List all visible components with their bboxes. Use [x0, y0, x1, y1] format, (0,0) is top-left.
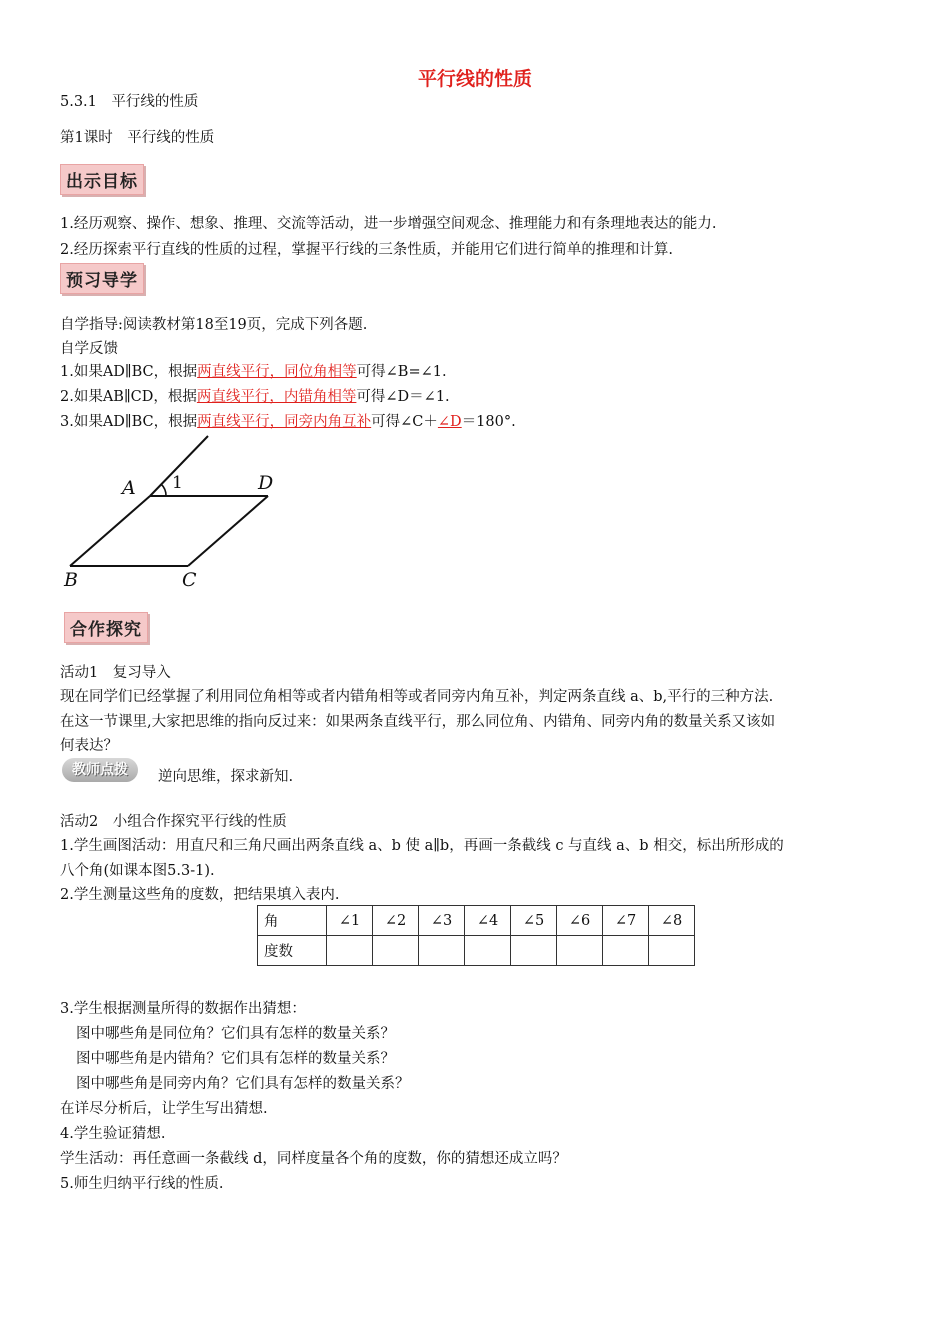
table-input-cell[interactable]: [603, 936, 649, 966]
table-header-cell: ∠5: [511, 906, 557, 936]
feedback-title: 自学反馈: [60, 341, 118, 357]
section-heading: 5.3.1 平行线的性质: [60, 94, 199, 110]
activity-2-step-2: 2.学生测量这些角的度数，把结果填入表内.: [60, 887, 340, 903]
preview-guide: 自学指导:阅读教材第18至19页，完成下列各题.: [60, 317, 368, 333]
label-D: D: [258, 472, 274, 494]
table-row: [258, 906, 695, 936]
table-input-cell[interactable]: [557, 936, 603, 966]
activity-2-step-1a: 1.学生画图活动：用直尺和三角尺画出两条直线 a、b 使 a∥b，再画一条截线 c 与直线 a、b 相交，标出所形成的: [60, 838, 784, 854]
teacher-tip-badge: 教师点拨: [62, 758, 138, 782]
question-corresponding: 图中哪些角是同位角？它们具有怎样的数量关系？: [76, 1026, 395, 1042]
table-input-cell[interactable]: [511, 936, 557, 966]
question-alternate: 图中哪些角是内错角？它们具有怎样的数量关系？: [76, 1051, 395, 1067]
question-same-side: 图中哪些角是同旁内角？它们具有怎样的数量关系？: [76, 1076, 410, 1092]
question-3-suffix: ＝180°.: [461, 414, 516, 430]
question-1-answer: 两直线平行，同位角相等: [197, 364, 357, 380]
table-header-cell: ∠3: [419, 906, 465, 936]
teacher-tip-text: 逆向思维，探求新知.: [158, 769, 294, 785]
table-input-cell[interactable]: [327, 936, 373, 966]
question-2-prefix: 2.如果AB∥CD，根据: [60, 389, 197, 405]
question-3-prefix: 3.如果AD∥BC，根据: [60, 414, 198, 430]
table-header-cell: ∠7: [603, 906, 649, 936]
table-input-cell[interactable]: [373, 936, 419, 966]
activity-1-text-2: 在这一节课里,大家把思维的指向反过来：如果两条直线平行，那么同位角、内错角、同旁内角的数量关系又该如: [60, 714, 776, 730]
student-activity: 学生活动：再任意画一条截线 d，同样度量各个角的度数，你的猜想还成立吗？: [60, 1151, 567, 1167]
label-A: A: [122, 477, 136, 499]
question-2: [60, 385, 450, 406]
activity-2-step-1b: 八个角(如课本图5.3-1).: [60, 863, 215, 879]
table-row-label: 度数: [258, 936, 327, 966]
table-header-cell: 角: [258, 906, 327, 936]
banner-preview: 预习导学: [60, 263, 144, 294]
question-3-answer: 两直线平行，同旁内角互补: [197, 414, 372, 430]
angle-1-arc: [161, 484, 166, 496]
parallelogram-figure: [56, 428, 296, 596]
objective-2: 2.经历探索平行直线的性质的过程，掌握平行线的三条性质，并能用它们进行简单的推理和计算.: [60, 242, 673, 258]
question-2-answer: 两直线平行，内错角相等: [196, 389, 357, 405]
table-header-cell: ∠4: [465, 906, 511, 936]
table-header-cell: ∠1: [327, 906, 373, 936]
table-input-cell[interactable]: [649, 936, 695, 966]
side-CD: [188, 496, 268, 566]
objective-1: 1.经历观察、操作、想象、推理、交流等活动，进一步增强空间观念、推理能力和有条理地表达的能力.: [60, 216, 717, 232]
table-header-cell: ∠6: [557, 906, 603, 936]
question-2-suffix: 可得∠D＝∠1.: [356, 389, 450, 405]
table-row: [258, 936, 695, 966]
activity-2-title: 活动2 小组合作探究平行线的性质: [60, 814, 287, 830]
label-C: C: [182, 569, 197, 591]
angle-table: [257, 905, 695, 966]
label-B: B: [64, 569, 78, 591]
question-1: [60, 360, 447, 381]
activity-2-step-5: 5.师生归纳平行线的性质.: [60, 1176, 224, 1192]
table-input-cell[interactable]: [465, 936, 511, 966]
activity-1-text-3: 何表达？: [60, 738, 118, 754]
question-3-answer-2: ∠D: [437, 414, 462, 430]
activity-2-after: 在详尽分析后，让学生写出猜想.: [60, 1101, 268, 1117]
table-header-cell: ∠8: [649, 906, 695, 936]
side-AB: [70, 496, 150, 566]
page-title: 平行线的性质: [417, 68, 532, 90]
question-1-suffix: 可得∠B=∠1.: [356, 364, 447, 380]
table-header-cell: ∠2: [373, 906, 419, 936]
question-1-prefix: 1.如果AD∥BC，根据: [60, 364, 198, 380]
activity-1-text-1: 现在同学们已经掌握了利用同位角相等或者内错角相等或者同旁内角互补，判定两条直线 a、b,平行的三种方法.: [60, 689, 774, 705]
table-input-cell[interactable]: [419, 936, 465, 966]
activity-1-title: 活动1 复习导入: [60, 665, 171, 681]
banner-objectives: 出示目标: [60, 164, 144, 195]
label-angle-1: 1: [172, 473, 183, 493]
question-3-middle: 可得∠C＋: [371, 414, 438, 430]
banner-cooperate: 合作探究: [64, 612, 148, 643]
lesson-heading: 第1课时 平行线的性质: [60, 130, 215, 146]
activity-2-step-3: 3.学生根据测量所得的数据作出猜想：: [60, 1001, 306, 1017]
activity-2-step-4: 4.学生验证猜想.: [60, 1126, 166, 1142]
